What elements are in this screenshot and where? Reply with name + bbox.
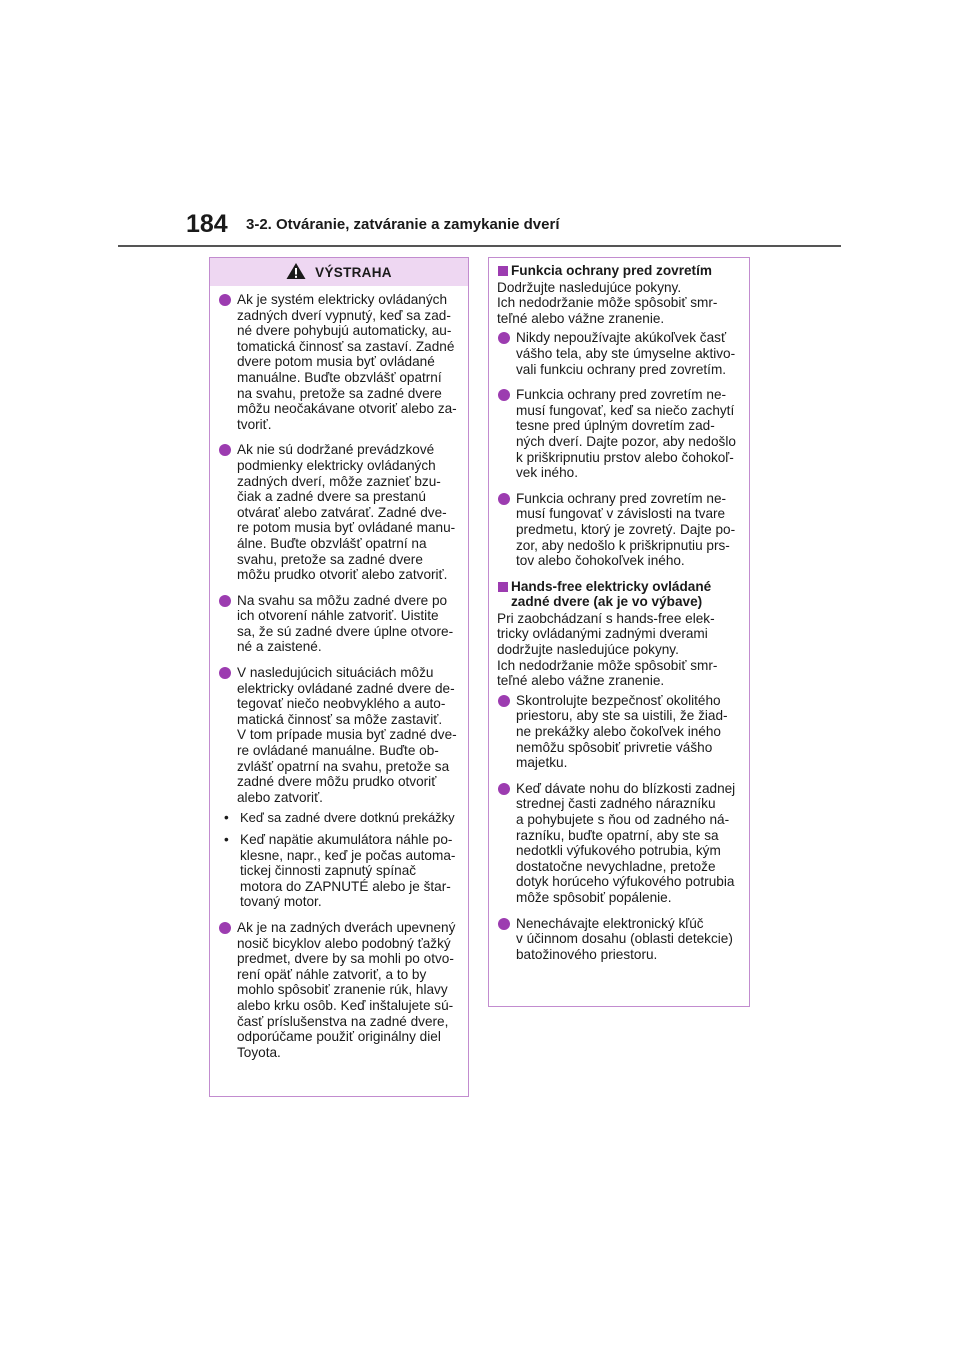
page-number: 184	[186, 210, 228, 238]
warning-body	[210, 286, 468, 1060]
warning-item	[218, 442, 461, 582]
warning-title: VÝSTRAHA	[315, 264, 392, 280]
bullet-dot-icon	[498, 783, 510, 795]
info-item	[497, 387, 742, 481]
section-heading	[497, 263, 742, 279]
warning-sub-item-text: Keď napätie akumulátora náhle po- klesne, napr., keď je počas automa- tickej činnosti zapnutý spínač motora do ZAPNUTÉ alebo je štar- tovaný motor.	[240, 832, 456, 910]
warning-sub-item-text: Keď sa zadné dvere dotknú prekážky	[240, 810, 455, 826]
small-bullet-icon: •	[224, 810, 229, 826]
info-item	[497, 693, 742, 771]
info-item	[497, 916, 742, 963]
small-bullet-icon: •	[224, 832, 229, 847]
warning-sub-item	[218, 832, 461, 910]
warning-item	[218, 920, 461, 1060]
bullet-dot-icon	[219, 595, 231, 607]
info-body	[489, 258, 749, 962]
info-item-text: Nenechávajte elektronický kľúč v účinnom dosahu (oblasti detekcie) batožinového priestoru.	[516, 915, 733, 962]
info-item-text: Skontrolujte bezpečnosť okolitého priestoru, aby ste sa uistili, že žiad- ne prekážky alebo čokoľvek iného nemôžu spôsobiť privretie vášho majetku.	[516, 692, 728, 771]
chapter-title: 3-2. Otváranie, zatváranie a zamykanie dverí	[246, 216, 560, 233]
warning-item	[218, 593, 461, 655]
bullet-dot-icon	[498, 918, 510, 930]
bullet-dot-icon	[498, 389, 510, 401]
bullet-dot-icon	[498, 332, 510, 344]
header-rule	[118, 245, 841, 247]
bullet-dot-icon	[498, 695, 510, 707]
bullet-dot-icon	[498, 493, 510, 505]
warning-triangle-icon	[286, 262, 306, 280]
warning-box	[209, 257, 469, 1097]
warning-item	[218, 665, 461, 805]
section-heading-text: Hands-free elektricky ovládané zadné dvere (ak je vo výbave)	[511, 578, 712, 610]
section-intro: Pri zaobchádzaní s hands-free elek- tricky ovládanými zadnými dverami dodržujte nasledujúce pokyny. Ich nedodržanie môže spôsobiť smr- teľné alebo vážne zranenie.	[497, 610, 718, 689]
warning-item-text: Na svahu sa môžu zadné dvere po ich otvorení náhle zatvoriť. Uistite sa, že sú zadné dvere úplne otvore- né a zaistené.	[237, 592, 454, 655]
section-square-icon	[498, 582, 508, 592]
section-intro: Dodržujte nasledujúce pokyny. Ich nedodržanie môže spôsobiť smr- teľné alebo vážne zranenie.	[497, 279, 718, 326]
bullet-dot-icon	[219, 922, 231, 934]
warning-item-text: V nasledujúcich situáciách môžu elektricky ovládané zadné dvere de- tegovať niečo neobvyklého a auto- matická činnosť sa môže zastaviť. V tom prípade musia byť zadné dve- re ovládané manuálne. Buďte ob- zvlášť opatrní na svahu, pretože sa zadné dvere môžu prudko otvoriť alebo zatvoriť.	[237, 665, 457, 805]
warning-item-text: Ak je systém elektricky ovládaných zadných dverí vypnutý, keď sa zad- né dvere pohybujú automaticky, au- tomatická činnosť sa zastaví. Zadné dvere potom musia byť ovládané manuálne. Buďte obzvlášť opatrní na svahu, pretože sa zadné dvere môžu neočakávane otvoriť alebo za- tvoriť.	[237, 292, 457, 432]
warning-item	[218, 292, 461, 432]
bullet-dot-icon	[219, 667, 231, 679]
info-item	[497, 491, 742, 569]
info-item	[497, 330, 742, 377]
section-heading-text: Funkcia ochrany pred zovretím	[511, 263, 712, 278]
warning-item-text: Ak je na zadných dverách upevnený nosič bicyklov alebo podobný ťažký predmet, dvere by sa mohli po otvo- rení opäť náhle zatvoriť, a to by mohlo spôsobiť zranenie rúk, hlavy alebo krku osôb. Keď inštalujete sú- časť príslušenstva na zadné dvere, odporúčame použiť originálny diel Toyota.	[237, 919, 456, 1060]
section-square-icon	[498, 266, 508, 276]
bullet-dot-icon	[219, 294, 231, 306]
info-item	[497, 781, 742, 906]
warning-header	[210, 258, 468, 286]
info-item-text: Funkcia ochrany pred zovretím ne- musí fungovať v závislosti na tvare predmetu, ktorý je zovretý. Dajte po- zor, aby nedošlo k priškripnutiu prs- tov alebo čohokoľvek iného.	[516, 490, 736, 569]
info-item-text: Funkcia ochrany pred zovretím ne- musí fungovať, keď sa niečo zachytí tesne pred úplným dovretím zad- ných dverí. Dajte pozor, aby nedošlo k priškripnutiu prstov alebo čohokoľ- vek iného.	[516, 387, 736, 481]
info-item-text: Nikdy nepoužívajte akúkoľvek časť vášho tela, aby ste úmyselne aktivo- vali funkciu ochrany pred zovretím.	[516, 330, 736, 377]
bullet-dot-icon	[219, 444, 231, 456]
warning-sub-item	[218, 810, 461, 826]
warning-item-text: Ak nie sú dodržané prevádzkové podmienky elektricky ovládaných zadných dverí, môže zaznieť bzu- čiak a zadné dvere sa prestanú otvárať alebo zatvárať. Zadné dve- re potom musia byť ovládané manu- álne. Buďte obzvlášť opatrní na svahu, pretože sa zadné dvere môžu prudko otvoriť alebo zatvoriť.	[237, 442, 456, 583]
section-heading	[497, 579, 742, 610]
info-box	[488, 257, 750, 1007]
info-item-text: Keď dávate nohu do blízkosti zadnej strednej časti zadného nárazníku a pohybujete s ňou od zadného ná- razníku, buďte opatrní, aby ste sa nedotkli výfukového potrubia, kým dostatočne nevychladne, pretože dotyk horúceho výfukového potrubia môže spôsobiť popálenie.	[516, 780, 736, 905]
